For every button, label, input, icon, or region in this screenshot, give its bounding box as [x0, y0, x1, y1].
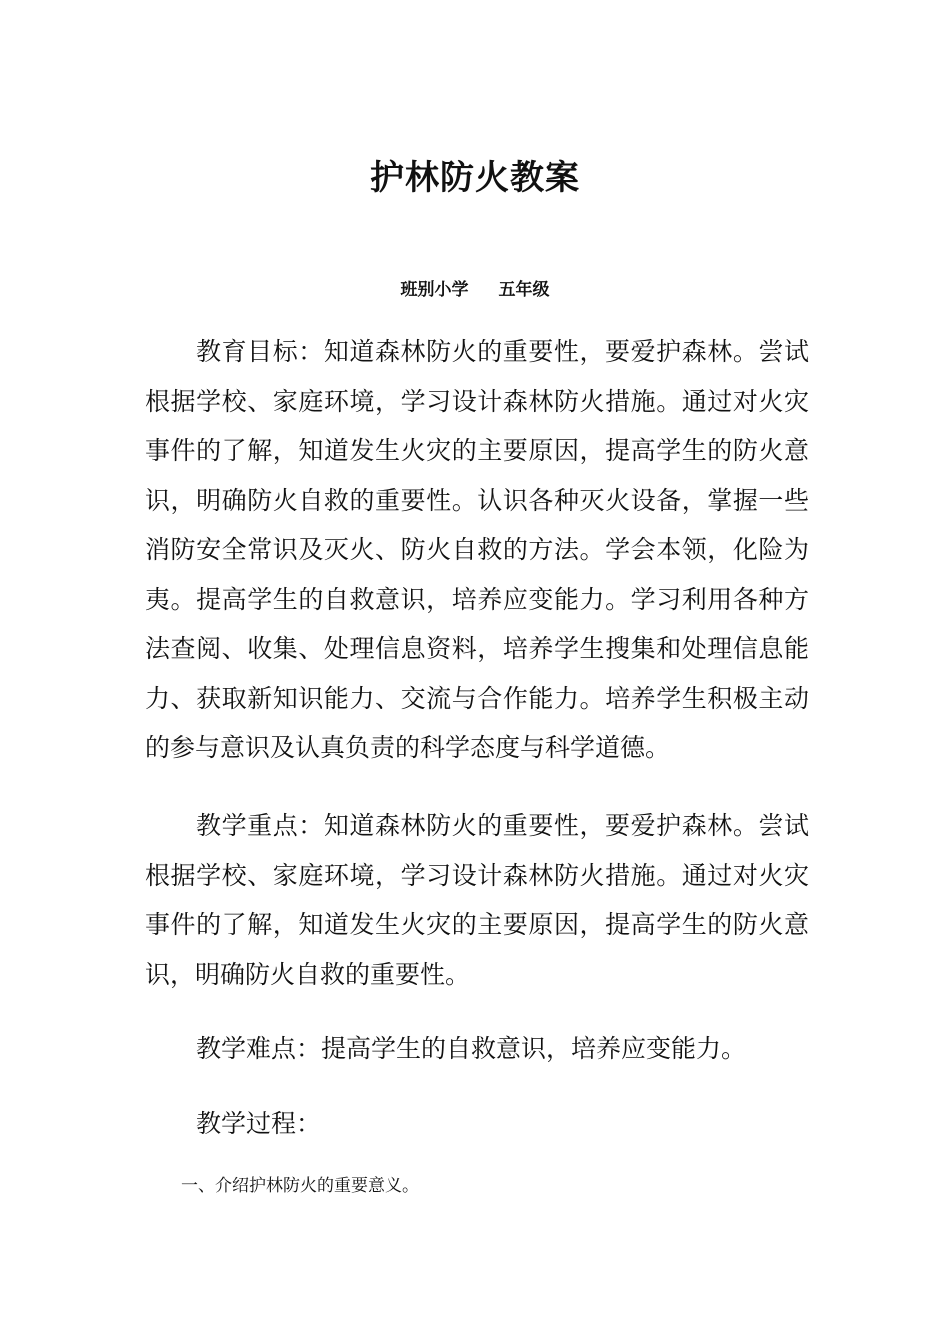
school-name: 班别小学	[400, 280, 469, 300]
paragraph-teaching-process: 教学过程：	[196, 1109, 322, 1138]
paragraph-teaching-key-points: 教学重点：知道森林防火的重要性，要爱护森林。尝试根据学校、家庭环境，学习设计森林防火措施。通过对火灾事件的了解，知道发生火灾的主要原因，提高学生的防火意识，明确防火自救的重要性。	[145, 811, 809, 989]
paragraph-education-goals: 教育目标：知道森林防火的重要性，要爱护森林。尝试根据学校、家庭环境，学习设计森林防火措施。通过对火灾事件的了解，知道发生火灾的主要原因，提高学生的防火意识，明确防火自救的重要性。认识各种灭火设备，掌握一些消防安全常识及灭火、防火自救的方法。学会本领，化险为夷。提高学生的自救意识，培养应变能力。学习利用各种方法查阅、收集、处理信息资料，培养学生搜集和处理信息能力、获取新知识能力、交流与合作能力。培养学生积极主动的参与意识及认真负责的科学态度与科学道德。	[145, 337, 809, 762]
document-title: 护林防火教案	[370, 158, 580, 198]
document-subtitle	[0, 274, 950, 306]
process-step-one: 一、介绍护林防火的重要意义。	[181, 1176, 419, 1196]
paragraph-teaching-difficulties: 教学难点：提高学生的自救意识，培养应变能力。	[196, 1034, 747, 1063]
grade-level: 五年级	[498, 280, 550, 300]
